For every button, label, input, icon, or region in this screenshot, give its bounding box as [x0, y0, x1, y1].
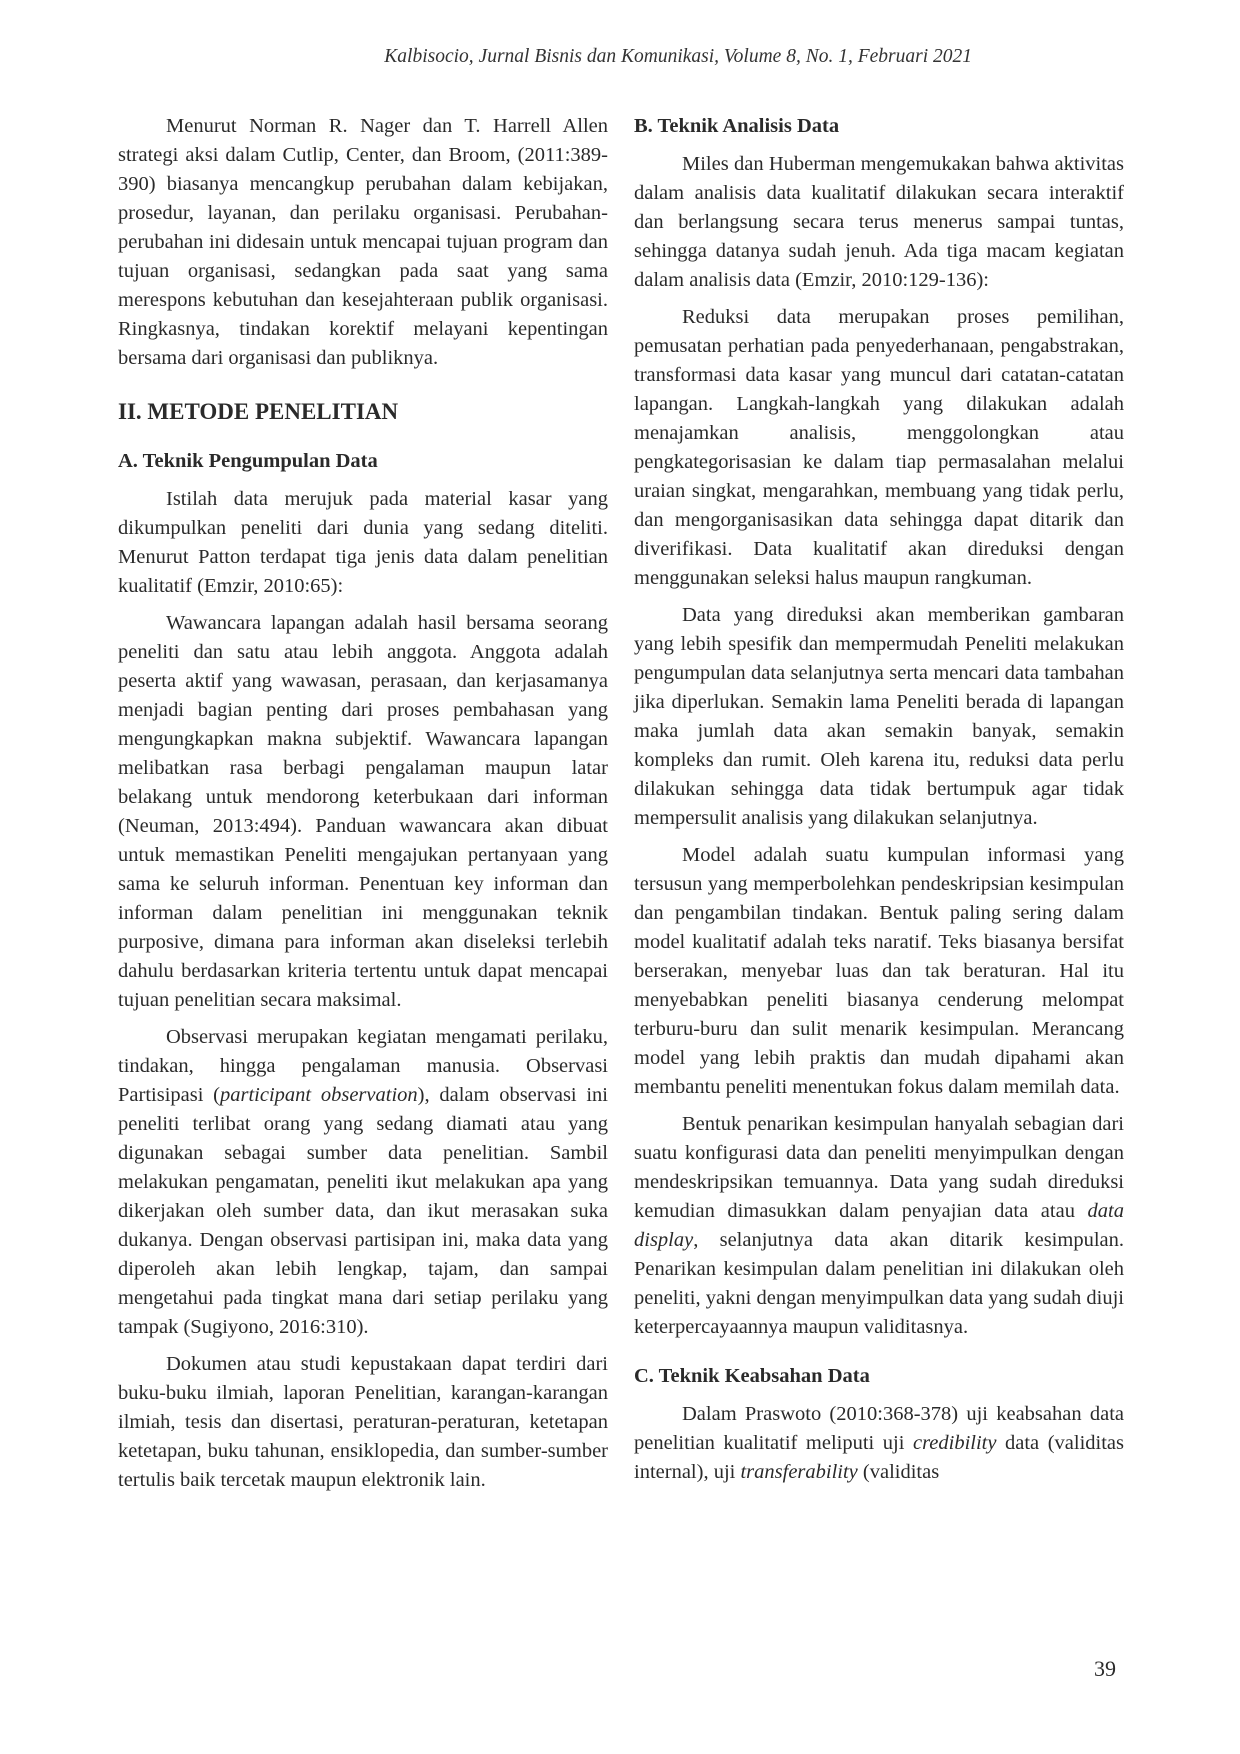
praswoto-text-3: (validitas — [857, 1461, 940, 1483]
paragraph-istilah: Istilah data merujuk pada material kasar yang dikumpulkan peneliti dari dunia yang sedang diteliti. Menurut Patton terdapat tiga jenis data dalam penelitian kualitatif (Emzir, 2010:65): — [118, 488, 608, 597]
paragraph-model: Model adalah suatu kumpulan informasi yang tersusun yang memperbolehkan pendeskripsian kesimpulan dan pengambilan tindakan. Bentuk paling sering dalam model kualitatif adalah teks naratif. Teks biasanya bersifat berserakan, menyebar luas dan tak beraturan. Hal itu menyebabkan peneliti biasanya cenderung melompat terburu-buru dan sulit menarik kesimpulan. Merancang model yang lebih praktis dan mudah dipahami akan membantu peneliti menentukan fokus dalam memilah data. — [634, 844, 1124, 1098]
paragraph-miles: Miles dan Huberman mengemukakan bahwa aktivitas dalam analisis data kualitatif dilakukan secara interaktif dan berlangsung secara terus menerus sampai tuntas, sehingga datanya sudah jenuh. Ada tiga macam kegiatan dalam analisis data (Emzir, 2010:129-136): — [634, 153, 1124, 291]
left-column — [118, 112, 608, 1503]
running-header: Kalbisocio, Jurnal Bisnis dan Komunikasi, Volume 8, No. 1, Februari 2021 — [384, 46, 972, 67]
paragraph-data: Data yang direduksi akan memberikan gambaran yang lebih spesifik dan mempermudah Peneliti melakukan pengumpulan data selanjutnya serta mencari data tambahan jika diperlukan. Semakin lama Peneliti berada di lapangan maka jumlah data akan semakin banyak, semakin kompleks dan rumit. Oleh karena itu, reduksi data perlu dilakukan sehingga data tidak bertumpuk agar tidak mempersulit analisis yang dilakukan selanjutnya. — [634, 604, 1124, 829]
observasi-text-1: Observasi merupakan kegiatan mengamati perilaku, tindakan, hingga pengalaman manusia. Observasi Partisipasi ( — [118, 1026, 608, 1106]
praswoto-text-1: Dalam Praswoto (2010:368-378) uji keabsahan data penelitian kualitatif meliputi uji — [634, 1403, 1124, 1454]
praswoto-text-2: data (validitas internal), uji — [634, 1432, 1124, 1483]
paragraph-intro: Menurut Norman R. Nager dan T. Harrell Allen strategi aksi dalam Cutlip, Center, dan Broom, (2011:389-390) biasanya mencangkup perubahan dalam kebijakan, prosedur, layanan, dan perilaku organisasi. Perubahan-perubahan ini didesain untuk mencapai tujuan program dan tujuan organisasi, sedangkan pada saat yang sama merespons kebutuhan dan kesejahteraan publik organisasi. Ringkasnya, tindakan korektif melayani kepentingan bersama dari organisasi dan publiknya. — [118, 115, 608, 369]
observasi-italic: participant observation — [220, 1084, 418, 1106]
paragraph-dokumen: Dokumen atau studi kepustakaan dapat terdiri dari buku-buku ilmiah, laporan Penelitian, karangan-karangan ilmiah, tesis dan disertasi, peraturan-peraturan, ketetapan ketetapan, buku tahunan, ensiklopedia, dan sumber-sumber tertulis baik tercetak maupun elektronik lain. — [118, 1353, 608, 1491]
section-title: II. METODE PENELITIAN — [118, 399, 399, 424]
subsection-a-title: A. Teknik Pengumpulan Data — [118, 450, 378, 472]
praswoto-italic-transferability: transferability — [740, 1461, 858, 1483]
paragraph-bentuk — [634, 1110, 1124, 1342]
observasi-text-2: ), dalam observasi ini peneliti terlibat orang yang sedang diamati atau yang digunakan sebagai sumber data penelitian. Sambil melakukan pengamatan, peneliti ikut melakukan apa yang dikerjakan oleh sumber data, dan ikut merasakan suka dukanya. Dengan observasi partisipan ini, maka data yang diperoleh akan lebih lengkap, tajam, dan sampai mengetahui pada tingkat mana dari setiap perilaku yang tampak (Sugiyono, 2016:310). — [118, 1084, 609, 1338]
paragraph-praswoto — [634, 1400, 1124, 1487]
bentuk-text-2: , selanjutnya data akan ditarik kesimpulan. Penarikan kesimpulan dalam penelitian ini dilakukan oleh peneliti, yakni dengan menyimpulkan data yang sudah diuji keterpercayaannya maupun validitasnya. — [634, 1229, 1124, 1338]
page-number: 39 — [1094, 1656, 1116, 1681]
paragraph-observasi — [118, 1023, 608, 1342]
bentuk-text-1: Bentuk penarikan kesimpulan hanyalah sebagian dari suatu konfigurasi data dan peneliti menyimpulkan dengan mendeskripsikan temuannya. Data yang sudah direduksi kemudian dimasukkan dalam penyajian data atau — [634, 1113, 1124, 1222]
paragraph-reduksi: Reduksi data merupakan proses pemilihan, pemusatan perhatian pada penyederhanaan, pengabstrakan, transformasi data kasar yang muncul dari catatan-catatan lapangan. Langkah-langkah yang dilakukan adalah menajamkan analisis, menggolongkan atau pengkategorisasian ke dalam tiap permasalahan melalui uraian singkat, mengarahkan, membuang yang tidak perlu, dan mengorganisasikan data sehingga dapat ditarik dan diverifikasi. Data kualitatif akan direduksi dengan menggunakan seleksi halus maupun rangkuman. — [634, 306, 1124, 589]
right-column — [634, 112, 1124, 1495]
paragraph-wawancara: Wawancara lapangan adalah hasil bersama seorang peneliti dan satu atau lebih anggota. Anggota adalah peserta aktif yang wawasan, perasaan, dan kerjasamanya menjadi bagian penting dari proses pembahasan yang mengungkapkan makna subjektif. Wawancara lapangan melibatkan rasa berbagi pengalaman maupun latar belakang untuk mendorong keterbukaan dari informan (Neuman, 2013:494). Panduan wawancara akan dibuat untuk memastikan Peneliti mengajukan pertanyaan yang sama ke seluruh informan. Penentuan key informan dan informan dalam penelitian ini menggunakan teknik purposive, dimana para informan akan diseleksi terlebih dahulu berdasarkan kriteria tertentu untuk dapat mencapai tujuan penelitian secara maksimal. — [118, 612, 608, 1011]
subsection-c-title: C. Teknik Keabsahan Data — [634, 1365, 870, 1387]
bentuk-italic: data display — [634, 1200, 1124, 1251]
subsection-b-title: B. Teknik Analisis Data — [634, 115, 840, 137]
praswoto-italic-credibility: credibility — [912, 1432, 997, 1454]
